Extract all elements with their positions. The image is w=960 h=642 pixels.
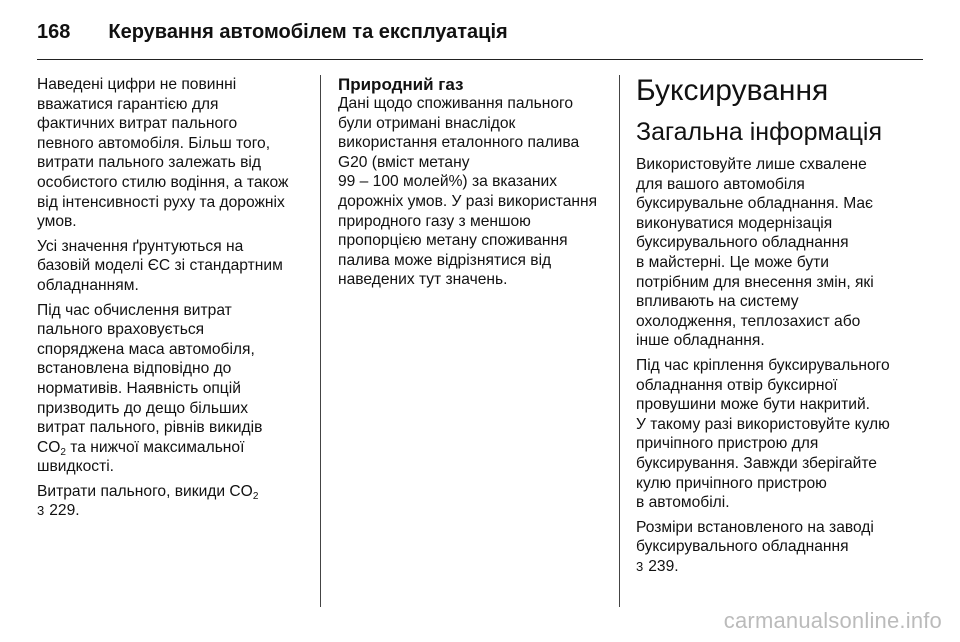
co2-subscript: 2 xyxy=(252,490,259,502)
text-line: Під час кріплення буксирувального xyxy=(636,356,890,374)
text-line: Усі значення ґрунтуються на xyxy=(37,237,244,255)
text-line: споряджена маса автомобіля, xyxy=(37,340,255,358)
text-line: певного автомобіля. Більш того, xyxy=(37,134,271,152)
watermark: carmanualsonline.info xyxy=(723,608,942,633)
paragraph-towing-eye xyxy=(636,356,926,513)
text-line: були отримані внаслідок xyxy=(338,114,516,132)
text-line: нормативів. Наявність опцій xyxy=(37,379,241,397)
section-heading-general-info: Загальна інформація xyxy=(636,118,882,146)
column-middle xyxy=(338,75,614,295)
text-line: G20 (вміст метану xyxy=(338,153,470,171)
column-left xyxy=(37,75,317,526)
text-line: Розміри встановленого на заводі xyxy=(636,518,874,536)
chapter-heading-towing: Буксирування xyxy=(636,74,829,107)
text-line: дорожніх умов. У разі використання xyxy=(338,192,598,210)
text-line: 99 – 100 молей%) за вказаних xyxy=(338,173,557,191)
paragraph-calculation xyxy=(37,301,317,477)
co2-text: CO xyxy=(37,438,61,456)
text-line: охолодження, теплозахист або xyxy=(636,312,861,330)
column-divider-2 xyxy=(619,75,620,607)
page-reference-number: 229. xyxy=(49,502,80,520)
text-line: витрати пального залежать від xyxy=(37,154,261,172)
page-reference[interactable] xyxy=(37,501,317,521)
text-line: в автомобілі. xyxy=(636,494,730,512)
text-fragment: та нижчої максимальної xyxy=(65,438,245,456)
text-line: потрібним для внесення змін, які xyxy=(636,273,874,291)
text-line: умов. xyxy=(37,213,77,231)
text-line: пального враховується xyxy=(37,321,205,339)
text-line: обладнання отвір буксирної xyxy=(636,376,838,394)
text-line: палива може відрізнятися від xyxy=(338,251,552,269)
text-line: пропорцією метану споживання xyxy=(338,232,568,250)
text-line: Під час обчислення витрат xyxy=(37,301,232,319)
text-line-co2 xyxy=(37,482,317,502)
page-title: Керування автомобілем та експлуатація xyxy=(108,20,508,43)
text-line: буксирувального обладнання xyxy=(636,538,849,556)
page-header xyxy=(37,14,508,50)
page-number: 168 xyxy=(37,20,71,43)
text-line: базовій моделі ЄС зі стандартним xyxy=(37,257,283,275)
text-line: від інтенсивності руху та дорожніх xyxy=(37,193,285,211)
paragraph-dimensions-ref xyxy=(636,518,926,577)
text-line: впливають на систему xyxy=(636,293,799,311)
section-heading-natural-gas: Природний газ xyxy=(338,75,464,94)
text-line: вважатися гарантією для xyxy=(37,95,219,113)
paragraph-base-model xyxy=(37,237,317,296)
page-reference-number: 239. xyxy=(648,557,679,575)
text-line-co2 xyxy=(37,438,317,458)
co2-subscript: 2 xyxy=(60,446,66,458)
text-line: Використовуйте лише схвалене xyxy=(636,156,867,173)
text-line: природного газу з меншою xyxy=(338,212,531,230)
text-line: Наведені цифри не повинні xyxy=(37,76,237,93)
text-line: для вашого автомобіля xyxy=(636,175,805,193)
text-line: обладнанням. xyxy=(37,276,139,294)
header-rule xyxy=(37,59,923,60)
paragraph-disclaimer xyxy=(37,75,317,232)
text-line: витрат пального, рівнів викидів xyxy=(37,419,263,437)
arrow-ref-icon: 3 xyxy=(37,503,45,519)
paragraph-emissions-ref xyxy=(37,482,317,521)
text-line: особистого стилю водіння, а також xyxy=(37,173,289,191)
text-line: призводить до дещо більших xyxy=(37,399,248,417)
column-divider-1 xyxy=(320,75,321,607)
text-line: швидкості. xyxy=(37,458,115,476)
text-line: буксирування. Завжди зберігайте xyxy=(636,454,877,472)
text-line: провушини може бути накритий. xyxy=(636,396,871,414)
text-line: причіпного пристрою для xyxy=(636,435,819,453)
text-line: наведених тут значень. xyxy=(338,271,508,289)
paragraph-natural-gas xyxy=(338,94,614,290)
text-line: інше обладнання. xyxy=(636,332,765,350)
paragraph-towing-equipment xyxy=(636,155,926,351)
page-reference[interactable] xyxy=(636,557,926,577)
text-line: встановлена відповідно до xyxy=(37,360,232,378)
text-line: У такому разі використовуйте кулю xyxy=(636,415,890,433)
arrow-ref-icon: 3 xyxy=(636,558,644,574)
text-line: використання еталонного палива xyxy=(338,134,580,152)
text-line: буксирувального обладнання xyxy=(636,234,849,252)
text-line: Дані щодо споживання пального xyxy=(338,95,574,112)
text-fragment: Витрати пального, викиди CO xyxy=(37,482,253,500)
text-line: виконуватися модернізація xyxy=(636,214,833,232)
text-line: фактичних витрат пального xyxy=(37,115,238,133)
text-line: в майстерні. Це може бути xyxy=(636,253,830,271)
column-right xyxy=(636,75,926,581)
text-line: буксирувальне обладнання. Має xyxy=(636,195,873,213)
text-line: кулю причіпного пристрою xyxy=(636,474,827,492)
